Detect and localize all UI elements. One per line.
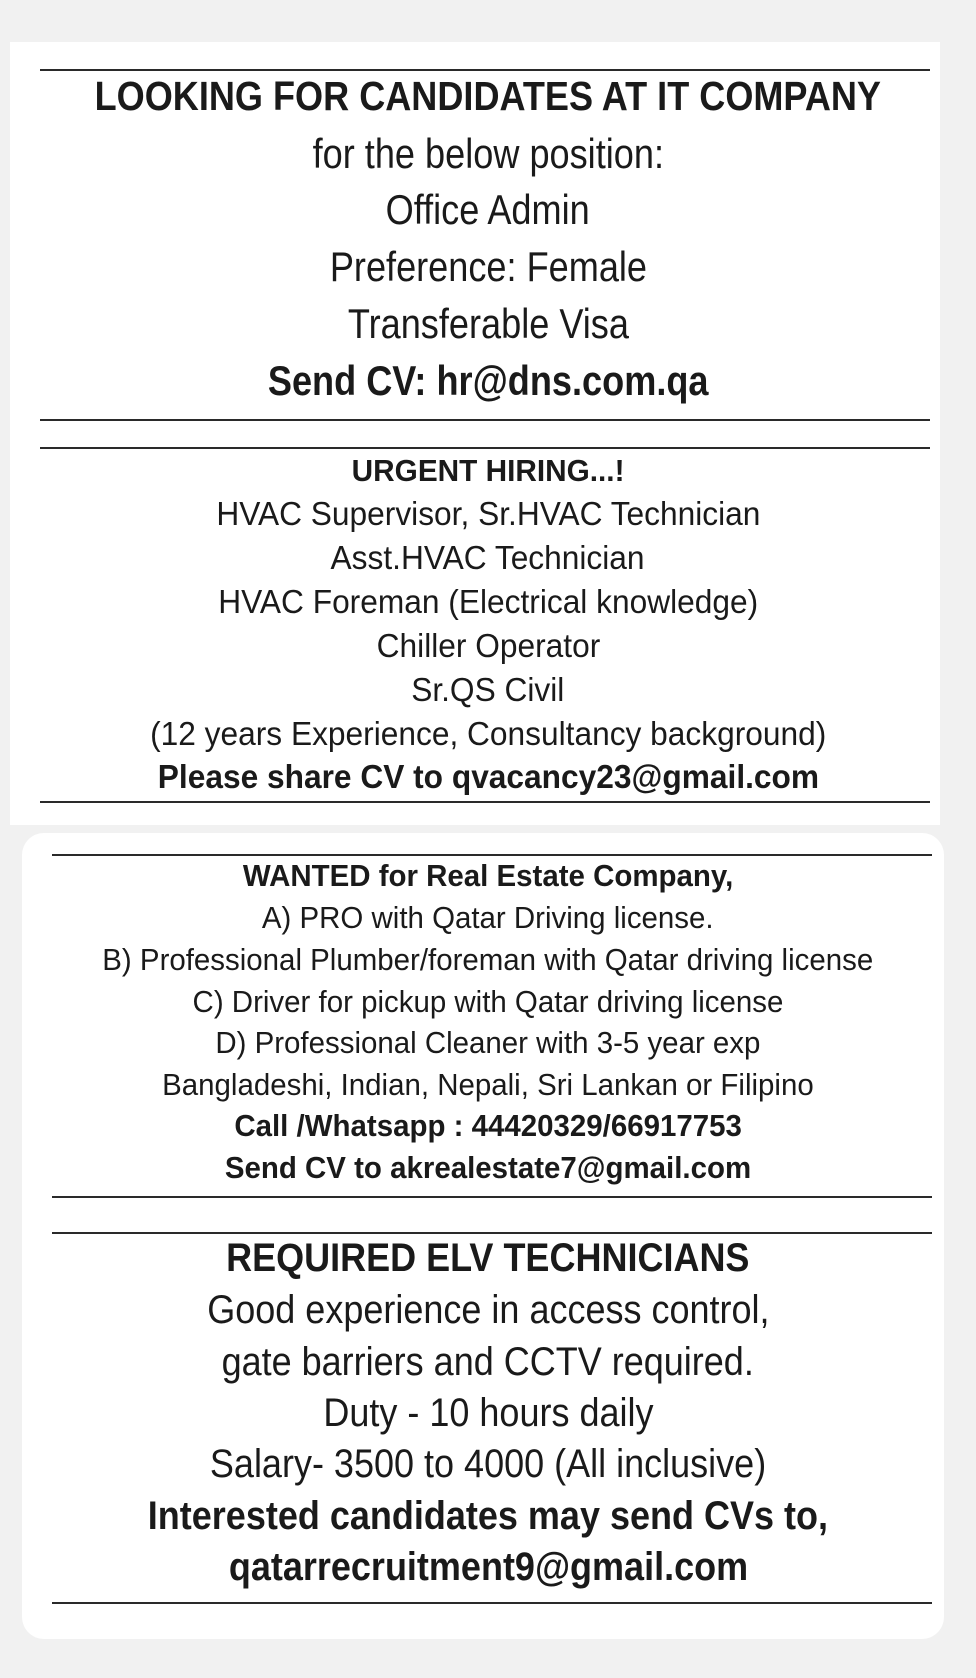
divider	[40, 69, 930, 71]
ad4-line: Salary- 3500 to 4000 (All inclusive)	[209, 1442, 767, 1486]
divider	[40, 447, 930, 449]
ad1-contact-email: Send CV: hr@dns.com.qa	[267, 357, 709, 404]
ad4-line: Good experience in access control,	[206, 1288, 770, 1332]
ad3-line: A) PRO with Qatar Driving license.	[262, 900, 714, 935]
divider	[52, 1232, 932, 1234]
divider	[52, 1602, 932, 1604]
ad3-line: B) Professional Plumber/foreman with Qatar driving license	[102, 942, 874, 977]
ad4-line: gate barriers and CCTV required.	[221, 1340, 755, 1384]
ad3-contact-email: Send CV to akrealestate7@gmail.com	[224, 1150, 752, 1185]
ad1-line: for the below position:	[312, 130, 664, 177]
ad3-line: Bangladeshi, Indian, Nepali, Sri Lankan or Filipino	[162, 1067, 814, 1102]
divider	[40, 419, 930, 421]
ad2-line: Chiller Operator	[376, 627, 600, 664]
ad2-line: Sr.QS Civil	[411, 671, 565, 708]
ad2-contact-email: Please share CV to qvacancy23@gmail.com	[157, 758, 819, 795]
ad2-line: HVAC Supervisor, Sr.HVAC Technician	[215, 495, 761, 532]
ad2-line: HVAC Foreman (Electrical knowledge)	[218, 583, 758, 620]
ad3-heading: WANTED for Real Estate Company,	[242, 858, 734, 893]
ad2-line: Asst.HVAC Technician	[330, 539, 646, 576]
ad2-line: (12 years Experience, Consultancy background)	[149, 715, 827, 752]
ad4-cta: Interested candidates may send CVs to,	[147, 1494, 829, 1538]
ad4-contact-email: qatarrecruitment9@gmail.com	[228, 1545, 748, 1589]
ad3-line: C) Driver for pickup with Qatar driving license	[192, 984, 784, 1019]
ad3-line: D) Professional Cleaner with 3-5 year exp	[215, 1025, 761, 1060]
ad2-heading: URGENT HIRING...!	[351, 453, 625, 488]
divider	[40, 801, 930, 803]
ad1-line: Transferable Visa	[347, 300, 629, 347]
ad3-phone: Call /Whatsapp : 44420329/66917753	[234, 1108, 742, 1143]
divider	[52, 854, 932, 856]
ad1-line: Office Admin	[385, 186, 591, 233]
ad1-heading: LOOKING FOR CANDIDATES AT IT COMPANY	[94, 73, 882, 119]
ad4-heading: REQUIRED ELV TECHNICIANS	[226, 1236, 750, 1280]
divider	[52, 1196, 932, 1198]
ad4-line: Duty - 10 hours daily	[322, 1391, 654, 1435]
ad1-line: Preference: Female	[329, 243, 647, 290]
